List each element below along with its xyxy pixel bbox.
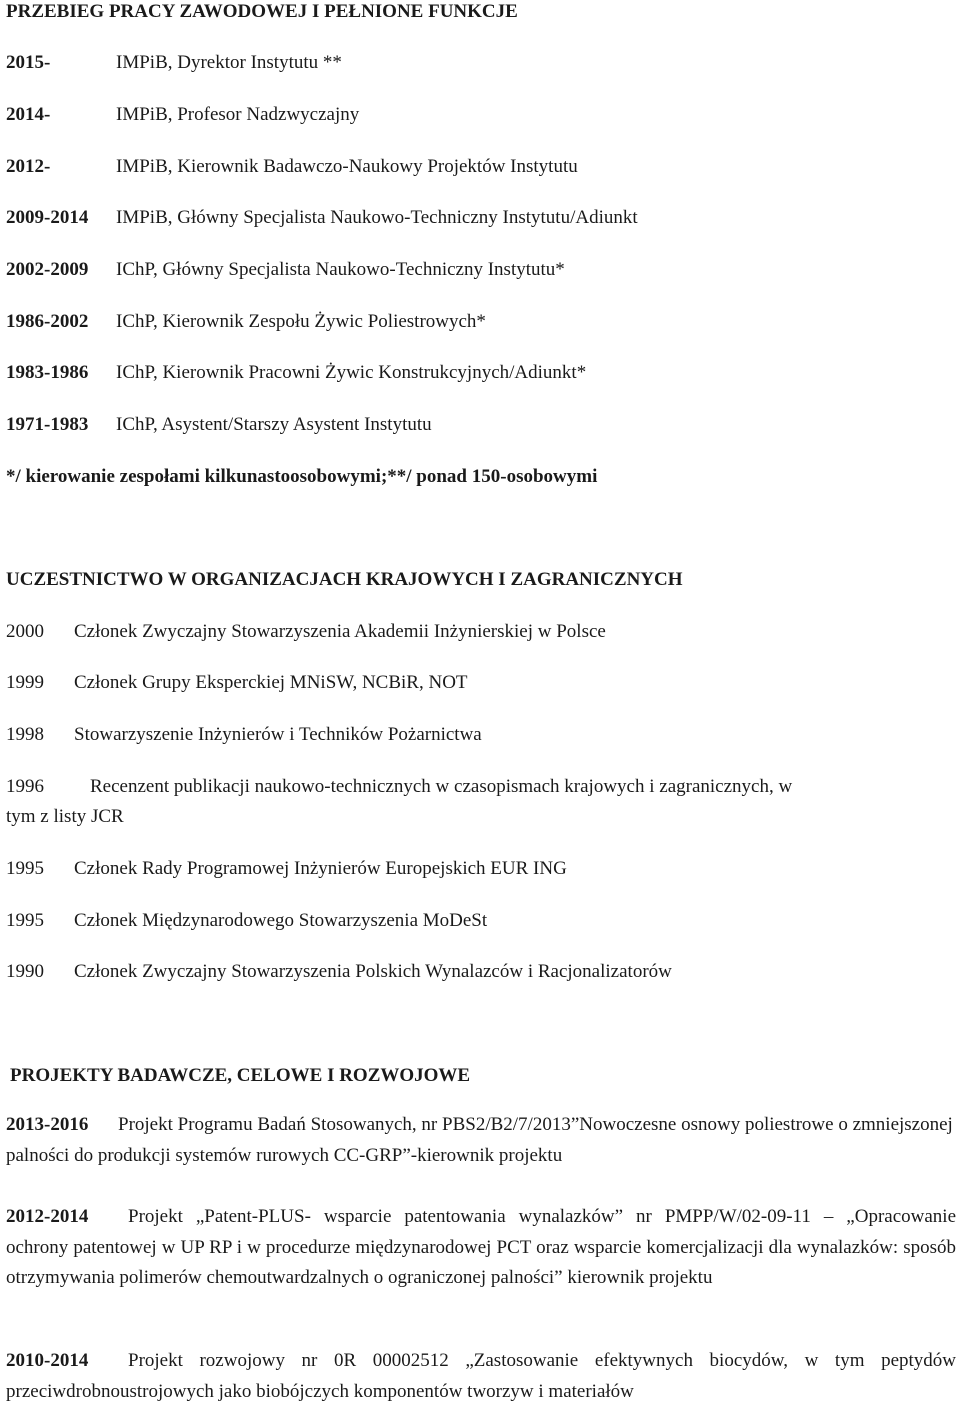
- entry-years: 2012-: [6, 156, 51, 177]
- entry-text: Członek Rady Programowej Inżynierów Europejskich EUR ING: [74, 858, 567, 879]
- organization-entry: [6, 776, 792, 798]
- entry-text: Recenzent publikacji naukowo-technicznych w czasopismach krajowych i zagranicznych, w: [90, 776, 793, 797]
- entry-year: 1995: [6, 858, 44, 879]
- entry-text: Stowarzyszenie Inżynierów i Techników Pożarnictwa: [74, 724, 482, 745]
- career-entry: [6, 104, 359, 126]
- entry-text: Członek Zwyczajny Stowarzyszenia Akademii Inżynierskiej w Polsce: [74, 621, 606, 642]
- entry-text: IChP, Asystent/Starszy Asystent Instytutu: [116, 414, 432, 435]
- organization-entry: [6, 910, 487, 932]
- entry-text: IChP, Kierownik Zespołu Żywic Poliestrowych*: [116, 311, 486, 332]
- entry-year: 2000: [6, 621, 44, 642]
- project-text: Projekt Programu Badań Stosowanych, nr PBS2/B2/7/2013”Nowoczesne osnowy poliestrowe o zmniejszonej palności do produkcji systemów rurowych CC-GRP”-kierownik projektu: [6, 1114, 953, 1166]
- career-footnote: */ kierowanie zespołami kilkunastoosobowymi;**/ ponad 150-osobowymi: [6, 466, 598, 487]
- entry-text: IMPiB, Kierownik Badawczo-Naukowy Projektów Instytutu: [116, 156, 578, 177]
- project-years: 2012-2014: [6, 1206, 89, 1227]
- entry-text: Członek Zwyczajny Stowarzyszenia Polskich Wynalazców i Racjonalizatorów: [74, 961, 672, 982]
- project-entry: [6, 1346, 956, 1407]
- entry-years: 1971-1983: [6, 414, 89, 435]
- career-entry: [6, 156, 578, 178]
- career-entry: [6, 207, 638, 229]
- entry-text: IMPiB, Profesor Nadzwyczajny: [116, 104, 360, 125]
- entry-year: 1990: [6, 961, 44, 982]
- project-years: 2013-2016: [6, 1114, 89, 1135]
- entry-text: IChP, Kierownik Pracowni Żywic Konstrukcyjnych/Adiunkt*: [116, 362, 587, 383]
- career-entry: [6, 414, 432, 436]
- entry-years: 2015-: [6, 52, 51, 73]
- entry-year: 1999: [6, 672, 44, 693]
- organization-entry: [6, 961, 672, 983]
- organization-entry: [6, 724, 482, 746]
- entry-years: 1986-2002: [6, 311, 89, 332]
- organization-entry: [6, 672, 468, 694]
- career-entry: [6, 259, 565, 281]
- entry-text: IMPiB, Główny Specjalista Naukowo-Techniczny Instytutu/Adiunkt: [116, 207, 638, 228]
- project-entry: [6, 1202, 956, 1294]
- project-years: 2010-2014: [6, 1350, 89, 1371]
- organization-entry: [6, 621, 606, 643]
- entry-years: 2009-2014: [6, 207, 89, 228]
- entry-text: IMPiB, Dyrektor Instytutu **: [116, 52, 342, 73]
- project-entry: [6, 1110, 956, 1171]
- entry-text: Członek Grupy Eksperckiej MNiSW, NCBiR, NOT: [74, 672, 468, 693]
- organization-entry-continuation: tym z listy JCR: [6, 806, 124, 827]
- entry-year: 1998: [6, 724, 44, 745]
- career-entry: [6, 362, 586, 384]
- section-title-career: PRZEBIEG PRACY ZAWODOWEJ I PEŁNIONE FUNKCJE: [6, 1, 518, 22]
- entry-years: 2002-2009: [6, 259, 89, 280]
- organization-entry: [6, 858, 567, 880]
- entry-year: 1996: [6, 776, 44, 797]
- entry-years: 1983-1986: [6, 362, 89, 383]
- section-title-projects: PROJEKTY BADAWCZE, CELOWE I ROZWOJOWE: [10, 1065, 471, 1086]
- entry-text: IChP, Główny Specjalista Naukowo-Techniczny Instytutu*: [116, 259, 565, 280]
- career-entry: [6, 52, 342, 74]
- entry-text: Członek Międzynarodowego Stowarzyszenia MoDeSt: [74, 910, 488, 931]
- section-title-organizations: UCZESTNICTWO W ORGANIZACJACH KRAJOWYCH I ZAGRANICZNYCH: [6, 569, 683, 590]
- entry-years: 2014-: [6, 104, 51, 125]
- career-entry: [6, 311, 486, 333]
- entry-year: 1995: [6, 910, 44, 931]
- project-text: Projekt rozwojowy nr 0R 00002512 „Zastosowanie efektywnych biocydów, w tym peptydów przeciwdrobnoustrojowych jako biobójczych komponentów tworzyw i materiałów: [6, 1350, 956, 1402]
- project-text: Projekt „Patent-PLUS- wsparcie patentowania wynalazków” nr PMPP/W/02-09-11 – „Opracowanie ochrony patentowej w UP RP i w procedurze międzynarodowej PCT oraz wsparcie komercjalizacji dla wynalazków: sposób otrzymywania polimerów chemoutwardzalnych o ograniczonej palności” kierownik projektu: [6, 1206, 956, 1289]
